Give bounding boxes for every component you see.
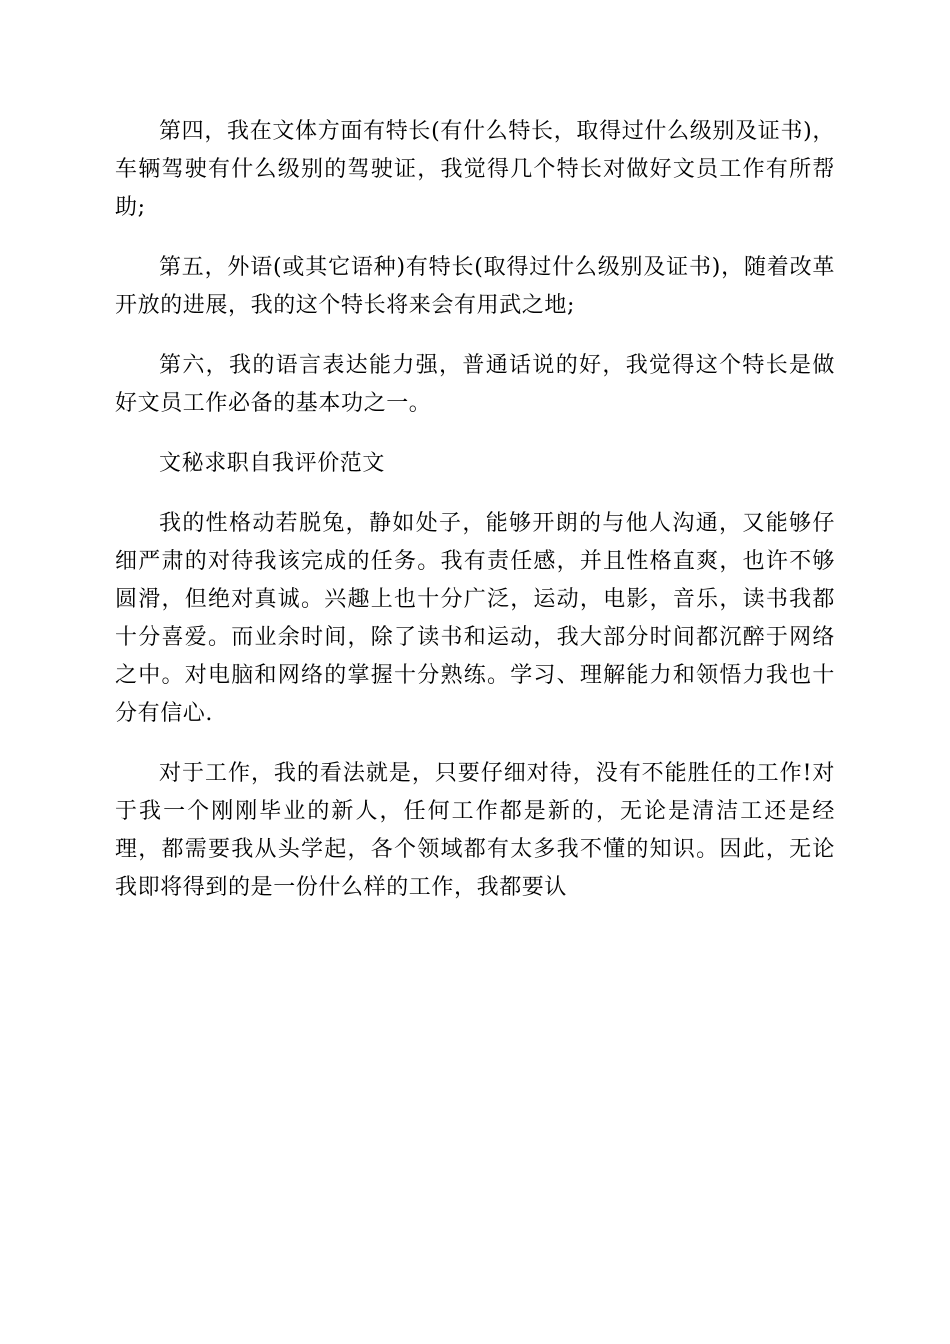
paragraph-language-expression: 第六，我的语言表达能力强，普通话说的好，我觉得这个特长是做好文员工作必备的基本功之一。 [115, 353, 835, 416]
document-body [115, 113, 835, 929]
paragraph-personality: 我的性格动若脱兔，静如处子，能够开朗的与他人沟通，又能够仔细严肃的对待我该完成的任务。我有责任感，并且性格直爽，也许不够圆滑，但绝对真诚。兴趣上也十分广泛，运动，电影，音乐，读书我都十分喜爱。而业余时间，除了读书和运动，我大部分时间都沉醉于网络之中。对电脑和网络的掌握十分熟练。学习、理解能力和领悟力我也十分有信心. [115, 511, 835, 726]
paragraph-special-skills: 第四，我在文体方面有特长(有什么特长，取得过什么级别及证书)，车辆驾驶有什么级别的驾驶证，我觉得几个特长对做好文员工作有所帮助; [115, 119, 835, 220]
paragraph-work-attitude: 对于工作，我的看法就是，只要仔细对待，没有不能胜任的工作!对于我一个刚刚毕业的新人，任何工作都是新的，无论是清洁工还是经理，都需要我从头学起，各个领域都有太多我不懂的知识。因此，无论我即将得到的是一份什么样的工作，我都要认 [115, 761, 835, 900]
paragraph-foreign-language: 第五，外语(或其它语种)有特长(取得过什么级别及证书)，随着改革开放的进展，我的这个特长将来会有用武之地; [115, 255, 835, 318]
section-title: 文秘求职自我评价范文 [159, 451, 386, 476]
